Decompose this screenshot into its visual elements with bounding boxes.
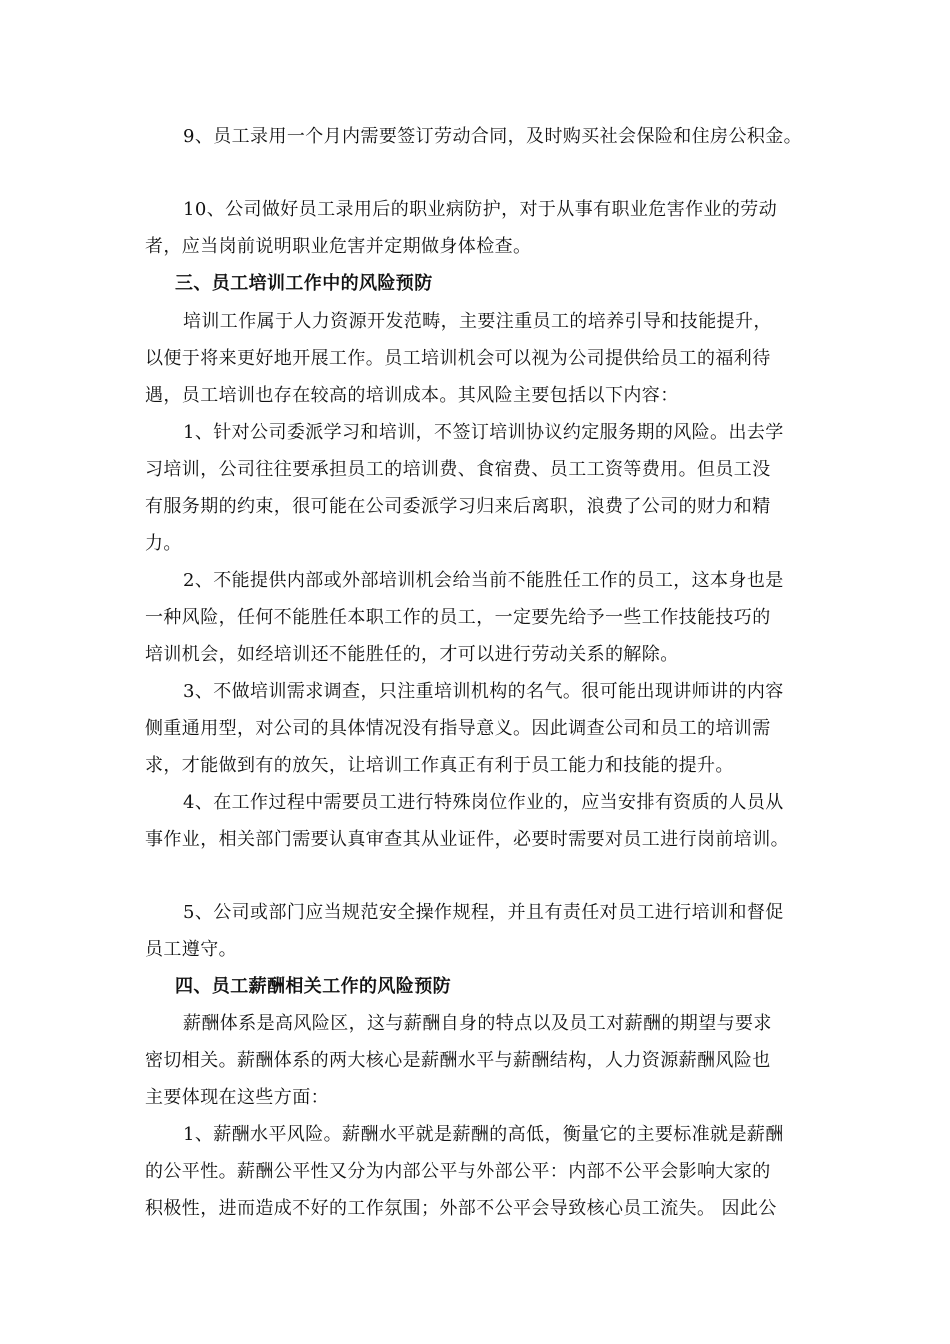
paragraph-training-item-2-line-1: 2、不能提供内部或外部培训机会给当前不能胜任工作的员工，这本身也是 bbox=[183, 570, 784, 591]
paragraph-item-10-line-2: 者，应当岗前说明职业危害并定期做身体检查。 bbox=[145, 236, 532, 257]
paragraph-training-item-1-line-2: 习培训，公司往往要承担员工的培训费、食宿费、员工工资等费用。但员工没 bbox=[145, 459, 771, 480]
paragraph-salary-item-1-line-2: 的公平性。薪酬公平性又分为内部公平与外部公平：内部不公平会影响大家的 bbox=[145, 1161, 771, 1182]
paragraph-salary-intro-line-3: 主要体现在这些方面： bbox=[145, 1087, 329, 1108]
paragraph-item-9: 9、员工录用一个月内需要签订劳动合同，及时购买社会保险和住房公积金。 bbox=[183, 126, 803, 147]
paragraph-salary-item-1-line-1: 1、薪酬水平风险。薪酬水平就是薪酬的高低，衡量它的主要标准就是薪酬 bbox=[183, 1124, 784, 1145]
paragraph-training-item-3-line-1: 3、不做培训需求调查，只注重培训机构的名气。很可能出现讲师讲的内容 bbox=[183, 681, 784, 702]
paragraph-training-item-1-line-1: 1、针对公司委派学习和培训，不签订培训协议约定服务期的风险。出去学 bbox=[183, 422, 784, 443]
paragraph-training-item-4-line-1: 4、在工作过程中需要员工进行特殊岗位作业的，应当安排有资质的人员从 bbox=[183, 792, 784, 813]
paragraph-training-item-4-line-2: 事作业，相关部门需要认真审查其从业证件，必要时需要对员工进行岗前培训。 bbox=[145, 829, 789, 850]
paragraph-training-item-3-line-3: 求，才能做到有的放矢，让培训工作真正有利于员工能力和技能的提升。 bbox=[145, 755, 734, 776]
paragraph-training-intro-line-1: 培训工作属于人力资源开发范畴，主要注重员工的培养引导和技能提升， bbox=[183, 311, 772, 332]
section-heading-salary: 四、员工薪酬相关工作的风险预防 bbox=[175, 976, 451, 997]
paragraph-training-item-5-line-2: 员工遵守。 bbox=[145, 939, 237, 960]
paragraph-training-intro-line-3: 遇，员工培训也存在较高的培训成本。其风险主要包括以下内容： bbox=[145, 385, 679, 406]
paragraph-item-10-line-1: 10、公司做好员工录用后的职业病防护，对于从事有职业危害作业的劳动 bbox=[183, 199, 778, 220]
paragraph-salary-intro-line-1: 薪酬体系是高风险区，这与薪酬自身的特点以及员工对薪酬的期望与要求 bbox=[183, 1013, 772, 1034]
paragraph-training-item-2-line-2: 一种风险，任何不能胜任本职工作的员工，一定要先给予一些工作技能技巧的 bbox=[145, 607, 771, 628]
section-heading-training: 三、员工培训工作中的风险预防 bbox=[175, 273, 433, 294]
paragraph-training-item-2-line-3: 培训机会，如经培训还不能胜任的，才可以进行劳动关系的解除。 bbox=[145, 644, 679, 665]
paragraph-training-item-1-line-4: 力。 bbox=[145, 533, 182, 554]
paragraph-training-intro-line-2: 以便于将来更好地开展工作。员工培训机会可以视为公司提供给员工的福利待 bbox=[145, 348, 771, 369]
paragraph-salary-intro-line-2: 密切相关。薪酬体系的两大核心是薪酬水平与薪酬结构，人力资源薪酬风险也 bbox=[145, 1050, 771, 1071]
paragraph-salary-item-1-line-3: 积极性，进而造成不好的工作氛围；外部不公平会导致核心员工流失。 因此公 bbox=[145, 1198, 777, 1219]
paragraph-training-item-3-line-2: 侧重通用型，对公司的具体情况没有指导意义。因此调查公司和员工的培训需 bbox=[145, 718, 771, 739]
paragraph-training-item-5-line-1: 5、公司或部门应当规范安全操作规程，并且有责任对员工进行培训和督促 bbox=[183, 902, 784, 923]
paragraph-training-item-1-line-3: 有服务期的约束，很可能在公司委派学习归来后离职，浪费了公司的财力和精 bbox=[145, 496, 771, 517]
